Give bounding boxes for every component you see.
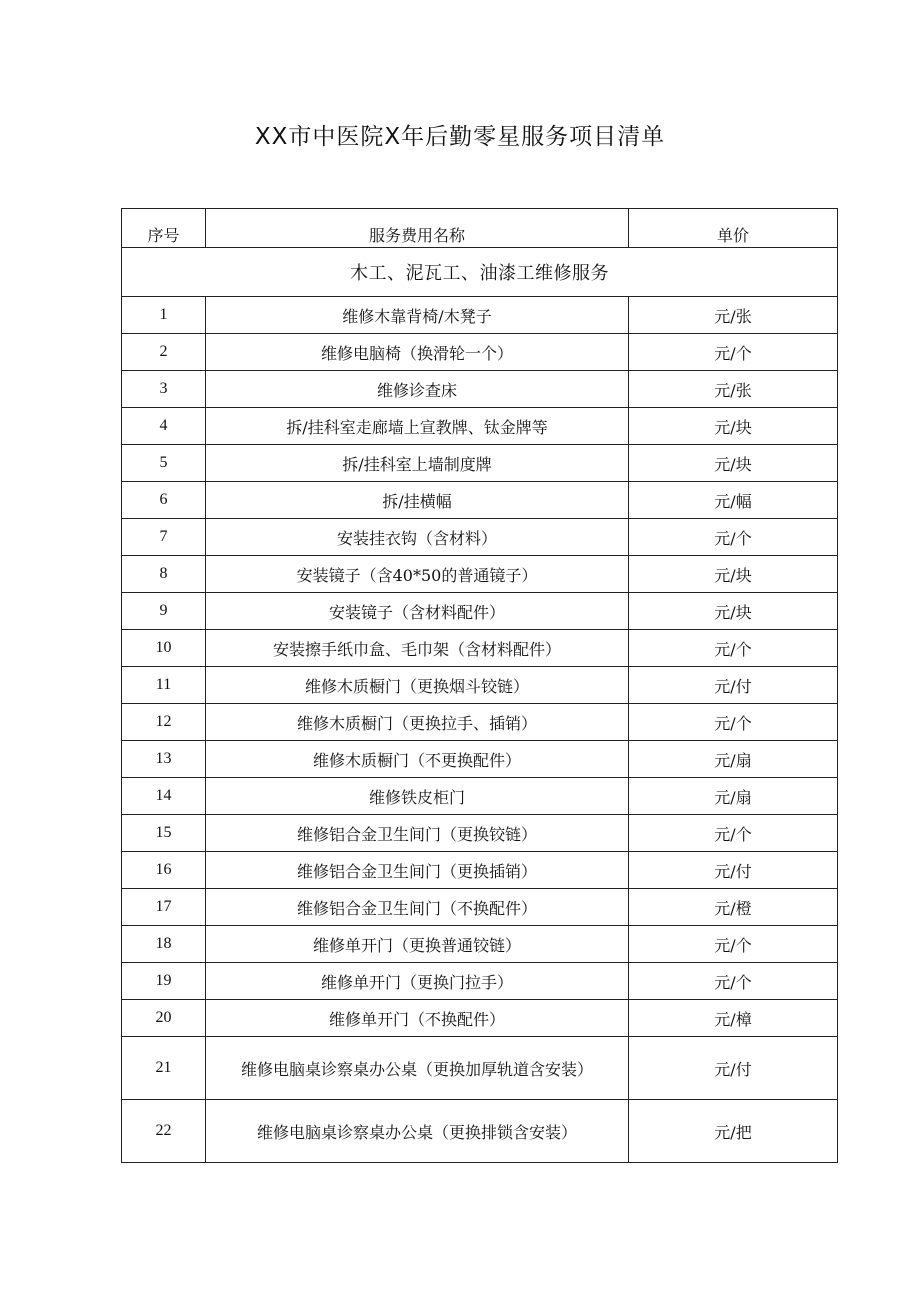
row-serial-number: 12 (122, 704, 206, 741)
table-row (122, 1000, 838, 1037)
row-unit-price: 元/橙 (629, 889, 838, 926)
row-unit-price: 元/个 (629, 704, 838, 741)
row-service-name: 维修铝合金卫生间门（更换铰链） (206, 815, 629, 852)
row-service-name: 维修单开门（更换门拉手） (206, 963, 629, 1000)
row-unit-price: 元/樟 (629, 1000, 838, 1037)
row-unit-price: 元/块 (629, 408, 838, 445)
row-serial-number: 3 (122, 371, 206, 408)
table-row (122, 667, 838, 704)
row-serial-number: 6 (122, 482, 206, 519)
row-service-name: 维修铝合金卫生间门（不换配件） (206, 889, 629, 926)
row-serial-number: 7 (122, 519, 206, 556)
row-unit-price: 元/幅 (629, 482, 838, 519)
row-unit-price: 元/个 (629, 519, 838, 556)
table-row (122, 445, 838, 482)
table-row (122, 852, 838, 889)
row-service-name: 维修电脑桌诊察桌办公桌（更换加厚轨道含安装） (206, 1037, 629, 1100)
row-serial-number: 21 (122, 1037, 206, 1100)
row-unit-price: 元/块 (629, 593, 838, 630)
service-items-table (121, 208, 838, 1163)
row-service-name: 维修木靠背椅/木凳子 (206, 297, 629, 334)
row-serial-number: 11 (122, 667, 206, 704)
table-row (122, 630, 838, 667)
row-unit-price: 元/张 (629, 371, 838, 408)
row-unit-price: 元/个 (629, 926, 838, 963)
row-serial-number: 5 (122, 445, 206, 482)
row-serial-number: 22 (122, 1100, 206, 1163)
row-serial-number: 16 (122, 852, 206, 889)
table-row (122, 926, 838, 963)
table-row (122, 334, 838, 371)
row-unit-price: 元/张 (629, 297, 838, 334)
row-service-name: 安装镜子（含40*50的普通镜子） (206, 556, 629, 593)
header-serial-number: 序号 (122, 209, 206, 248)
row-serial-number: 18 (122, 926, 206, 963)
row-service-name: 维修单开门（更换普通铰链） (206, 926, 629, 963)
table-row (122, 889, 838, 926)
table-row (122, 963, 838, 1000)
row-unit-price: 元/个 (629, 630, 838, 667)
row-service-name: 拆/挂科室走廊墙上宣教牌、钛金牌等 (206, 408, 629, 445)
row-unit-price: 元/个 (629, 963, 838, 1000)
row-serial-number: 9 (122, 593, 206, 630)
table-header-row (122, 209, 838, 248)
row-service-name: 维修诊查床 (206, 371, 629, 408)
row-service-name: 维修电脑椅（换滑轮一个） (206, 334, 629, 371)
table-row (122, 482, 838, 519)
section-row (122, 248, 838, 297)
row-service-name: 安装擦手纸巾盒、毛巾架（含材料配件） (206, 630, 629, 667)
table-row (122, 778, 838, 815)
row-service-name: 拆/挂科室上墙制度牌 (206, 445, 629, 482)
table-row (122, 556, 838, 593)
row-serial-number: 13 (122, 741, 206, 778)
table-row (122, 1037, 838, 1100)
row-unit-price: 元/个 (629, 815, 838, 852)
row-unit-price: 元/块 (629, 445, 838, 482)
table-row (122, 297, 838, 334)
row-service-name: 安装挂衣钩（含材料） (206, 519, 629, 556)
row-service-name: 维修铁皮柜门 (206, 778, 629, 815)
table-row (122, 815, 838, 852)
row-serial-number: 19 (122, 963, 206, 1000)
row-unit-price: 元/块 (629, 556, 838, 593)
table-row (122, 741, 838, 778)
row-serial-number: 4 (122, 408, 206, 445)
row-service-name: 维修木质橱门（不更换配件） (206, 741, 629, 778)
header-unit-price: 单价 (629, 209, 838, 248)
row-unit-price: 元/个 (629, 334, 838, 371)
table-row (122, 519, 838, 556)
row-service-name: 维修电脑桌诊察桌办公桌（更换排锁含安装） (206, 1100, 629, 1163)
table-row (122, 704, 838, 741)
row-serial-number: 8 (122, 556, 206, 593)
row-unit-price: 元/付 (629, 1037, 838, 1100)
row-service-name: 安装镜子（含材料配件） (206, 593, 629, 630)
row-serial-number: 10 (122, 630, 206, 667)
row-unit-price: 元/付 (629, 852, 838, 889)
table-row (122, 1100, 838, 1163)
row-unit-price: 元/把 (629, 1100, 838, 1163)
row-unit-price: 元/扇 (629, 778, 838, 815)
row-service-name: 拆/挂横幅 (206, 482, 629, 519)
row-serial-number: 20 (122, 1000, 206, 1037)
row-serial-number: 17 (122, 889, 206, 926)
section-title: 木工、泥瓦工、油漆工维修服务 (122, 248, 838, 297)
table-row (122, 371, 838, 408)
row-serial-number: 2 (122, 334, 206, 371)
row-serial-number: 14 (122, 778, 206, 815)
table-row (122, 408, 838, 445)
document-title: XX市中医院X年后勤零星服务项目清单 (254, 124, 666, 150)
row-service-name: 维修铝合金卫生间门（更换插销） (206, 852, 629, 889)
header-service-name: 服务费用名称 (206, 209, 629, 248)
row-serial-number: 15 (122, 815, 206, 852)
row-service-name: 维修木质橱门（更换拉手、插销） (206, 704, 629, 741)
row-serial-number: 1 (122, 297, 206, 334)
row-unit-price: 元/扇 (629, 741, 838, 778)
table-row (122, 593, 838, 630)
row-unit-price: 元/付 (629, 667, 838, 704)
row-service-name: 维修单开门（不换配件） (206, 1000, 629, 1037)
row-service-name: 维修木质橱门（更换烟斗铰链） (206, 667, 629, 704)
